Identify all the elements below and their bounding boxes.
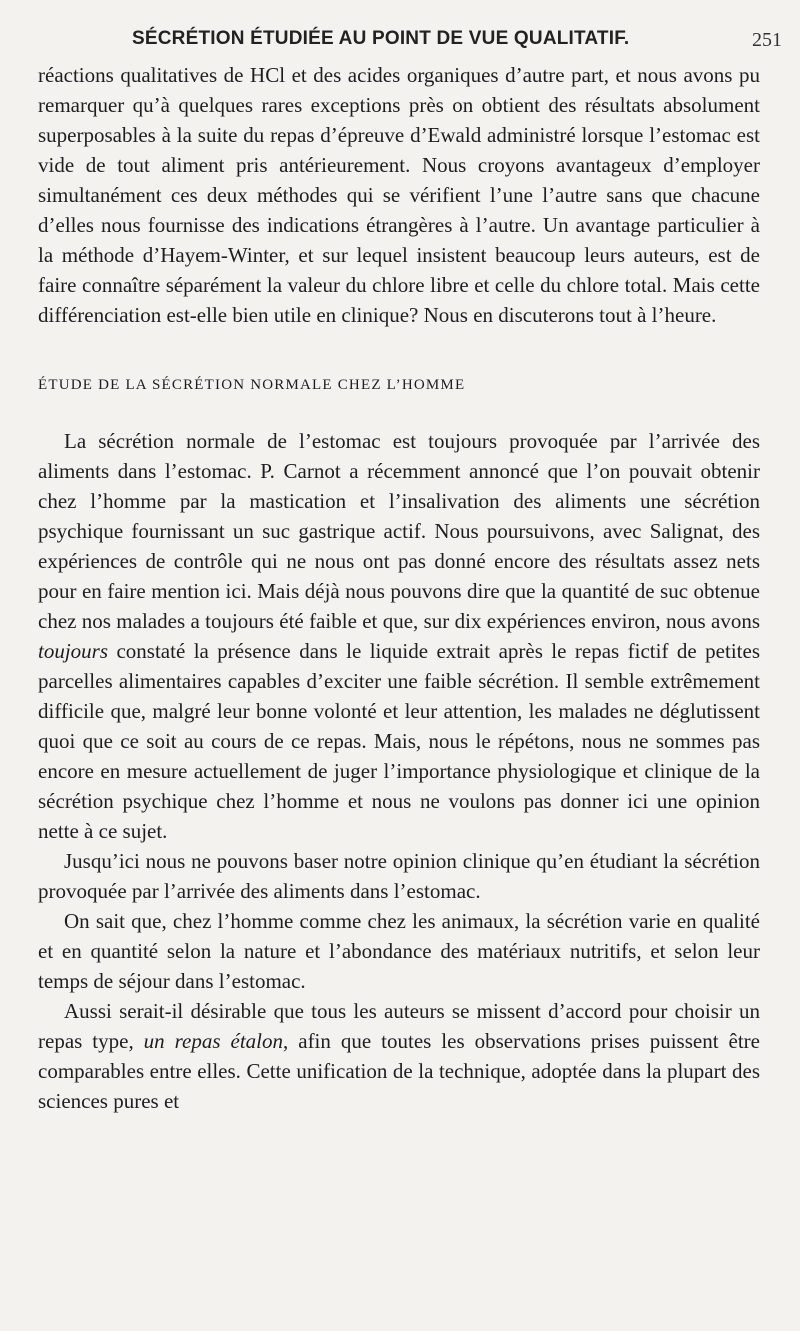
paragraph-secretion-variation: On sait que, chez l’homme comme chez les animaux, la sécrétion varie en qualité et en quantité selon la nature et l’abondance des matériaux nutritifs, et selon leur temps de séjour dans l’estomac. [38,909,760,993]
page-header [0,28,800,58]
paragraph-clinical-opinion: Jusqu’ici nous ne pouvons baser notre opinion clinique qu’en étudiant la sécrétion provoquée par l’arrivée des aliments dans l’estomac. [38,849,760,903]
paragraph-text: Aussi serait-il désirable que tous les auteurs se missent d’accord pour choisir un repas type, [38,999,760,1053]
emphasis-text: toujours [38,639,109,663]
section-heading: ÉTUDE DE LA SÉCRÉTION NORMALE CHEZ L’HOMME [38,377,466,393]
page-number: 251 [752,29,782,51]
paragraph-text: constaté la présence dans le liquide extrait après le repas fictif de petites parcelles alimentaires capables d’exciter une faible sécrétion. Il semble extrêmement difficile que, malgré leur bonne volonté et leur attention, les malades ne déglutissent quoi que ce soit au cours de ce repas. Mais, nous le répétons, nous ne sommes pas encore en mesure actuellement de juger l’importance physiologique et clinique de la sécrétion psychique chez l’homme et nous ne voulons pas donner ici une opinion nette à ce sujet. [38,639,760,843]
running-title: SÉCRÉTION ÉTUDIÉE AU POINT DE VUE QUALITATIF. [132,28,630,49]
paragraph-text: La sécrétion normale de l’estomac est toujours provoquée par l’arrivée des aliments dans l’estomac. P. Carnot a récemment annoncé que l’on pouvait obtenir chez l’homme par la mastication et l’insalivation des aliments une sécrétion psychique fournissant un suc gastrique actif. Nous poursuivons, avec Salignat, des expériences de contrôle qui ne nous ont pas donné encore des résultats assez nets pour en faire mention ici. Mais déjà nous pouvons dire que la quantité de suc obtenue chez nos malades a toujours été faible et que, sur dix expériences environ, nous avons [38,429,760,633]
paragraph-standard-meal [38,996,760,1116]
paragraph-continued: réactions qualitatives de HCl et des acides organiques d’autre part, et nous avons pu remarquer qu’à quelques rares exceptions près on obtient des résultats absolument superposables à la suite du repas d’épreuve d’Ewald administré lorsque l’estomac est vide de tout aliment pris antérieurement. Nous croyons avantageux d’employer simultanément ces deux méthodes qui se vérifient l’une l’autre sans que chacune d’elles nous fournisse des indications étrangères à l’autre. Un avantage particulier à la méthode d’Hayem-Winter, et sur lequel insistent beaucoup leurs auteurs, est de faire connaître séparément la valeur du chlore libre et celle du chlore total. Mais cette différenciation est-elle bien utile en clinique? Nous en discuterons tout à l’heure. [38,63,760,327]
paragraph-normal-secretion [38,426,760,846]
paragraph-text: , afin que toutes les observations prises puissent être comparables entre elles. Cette unification de la technique, adoptée dans la plupart des sciences pures et [38,1029,760,1113]
body-text [38,60,760,1116]
emphasis-text: un repas étalon [143,1029,284,1053]
